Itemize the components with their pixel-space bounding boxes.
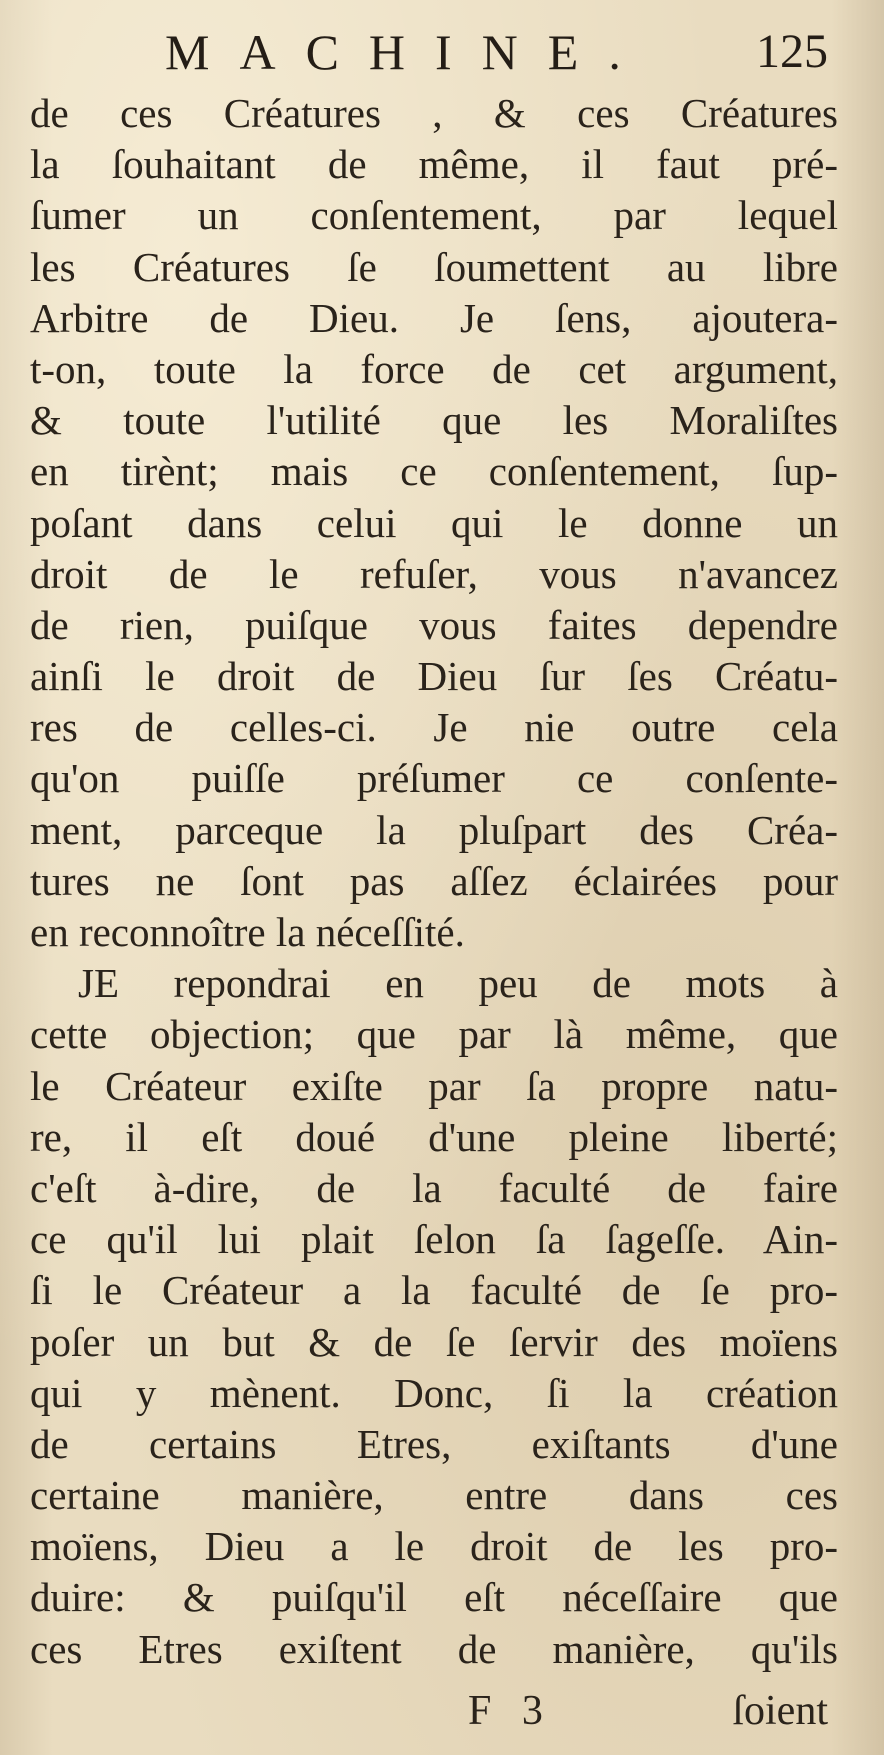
page-footer xyxy=(30,1685,838,1741)
text-line: droit de le refuſer, vous n'avancez xyxy=(30,550,838,597)
text-line: duire: & puiſqu'il eſt néceſſaire que xyxy=(30,1574,838,1621)
catchword: ſoient xyxy=(732,1688,828,1734)
text-line: ſumer un conſentement, par lequel xyxy=(30,192,838,239)
text-line: res de celles-ci. Je nie outre cela xyxy=(30,704,838,751)
text-line: de certains Etres, exiſtants d'une xyxy=(30,1420,838,1467)
paragraph-end-line: en reconnoître la néceſſité. xyxy=(30,909,465,955)
text-line: le Créateur exiſte par ſa propre natu- xyxy=(30,1062,838,1109)
text-line: la ſouhaitant de même, il faut pré- xyxy=(30,141,838,188)
page-number: 125 xyxy=(756,25,828,78)
running-header xyxy=(30,18,838,88)
text-line: ment, parceque la pluſpart des Créa- xyxy=(30,806,838,853)
text-line: de rien, puiſque vous faites dependre xyxy=(30,601,838,648)
text-line: re, il eſt doué d'une pleine liberté; xyxy=(30,1113,838,1160)
text-line: de ces Créatures , & ces Créatures xyxy=(30,90,838,136)
text-line: Arbitre de Dieu. Je ſens, ajoutera- xyxy=(30,294,838,341)
running-title: MACHINE. xyxy=(165,24,651,80)
text-line: qu'on puiſſe préſumer ce conſente- xyxy=(30,755,838,802)
text-line: t-on, toute la force de cet argument, xyxy=(30,345,838,392)
book-page xyxy=(30,0,838,1755)
body-text xyxy=(30,88,838,1675)
text-line: poſer un but & de ſe ſervir des moïens xyxy=(30,1318,838,1365)
text-line: qui y mènent. Donc, ſi la création xyxy=(30,1369,838,1416)
paragraph-start-line: JE repondrai en peu de mots à xyxy=(78,960,838,1007)
text-line: moïens, Dieu a le droit de les pro- xyxy=(30,1523,838,1570)
text-line: en tirènt; mais ce conſentement, ſup- xyxy=(30,448,838,495)
text-line: cette objection; que par là même, que xyxy=(30,1011,838,1058)
text-line: poſant dans celui qui le donne un xyxy=(30,499,838,546)
text-line: ainſi le droit de Dieu ſur ſes Créatu- xyxy=(30,653,838,700)
text-line: c'eſt à-dire, de la faculté de faire xyxy=(30,1164,838,1211)
text-line: ſi le Créateur a la faculté de ſe pro- xyxy=(30,1267,838,1314)
text-line: tures ne ſont pas aſſez éclairées pour xyxy=(30,857,838,904)
text-line: ces Etres exiſtent de manière, qu'ils xyxy=(30,1625,838,1672)
text-line: les Créatures ſe ſoumettent au libre xyxy=(30,243,838,290)
text-line: certaine manière, entre dans ces xyxy=(30,1472,838,1519)
signature-mark: F 3 xyxy=(468,1688,553,1734)
text-line: ce qu'il lui plait ſelon ſa ſageſſe. Ain- xyxy=(30,1216,838,1263)
text-line: & toute l'utilité que les Moraliſtes xyxy=(30,397,838,444)
